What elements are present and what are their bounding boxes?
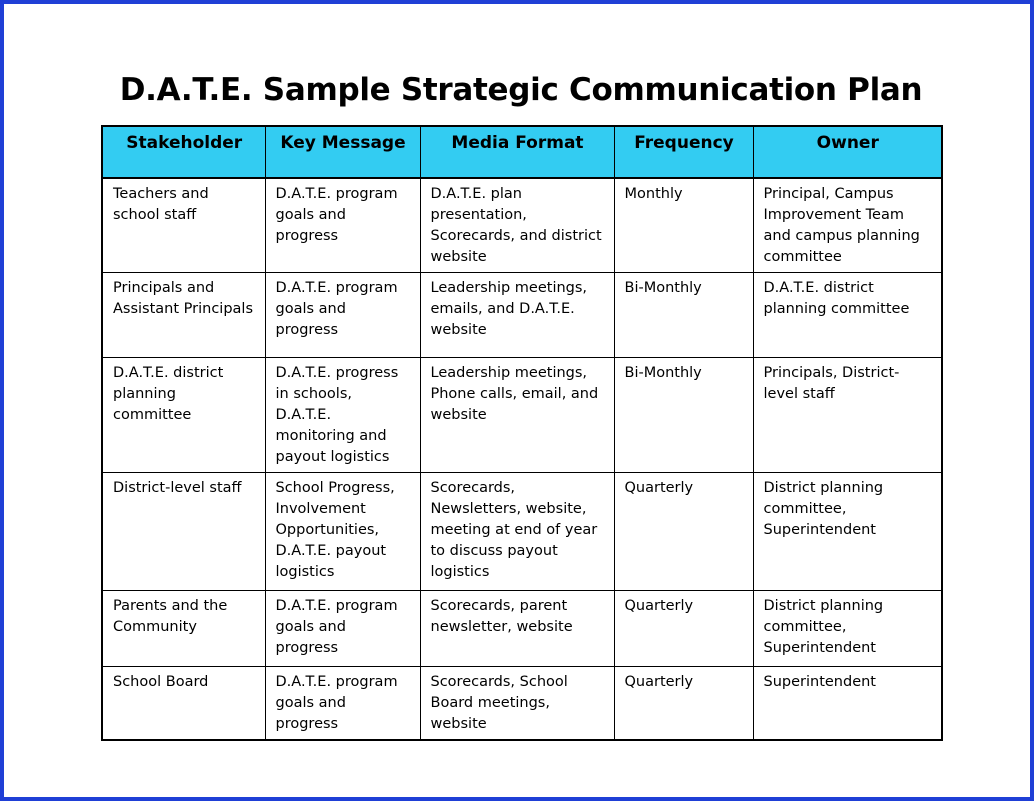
- cell-frequency: Quarterly: [614, 667, 753, 741]
- header-stakeholder: Stakeholder: [102, 126, 265, 178]
- cell-frequency: Bi-Monthly: [614, 358, 753, 473]
- cell-frequency: Monthly: [614, 178, 753, 273]
- cell-key-message: D.A.T.E. program goals and progress: [265, 273, 420, 358]
- cell-key-message: D.A.T.E. program goals and progress: [265, 591, 420, 667]
- header-frequency: Frequency: [614, 126, 753, 178]
- page-title: D.A.T.E. Sample Strategic Communication Plan: [119, 72, 923, 108]
- table-row: [102, 273, 942, 358]
- cell-media-format: Scorecards, School Board meetings, website: [420, 667, 614, 741]
- cell-stakeholder: Teachers and school staff: [102, 178, 265, 273]
- table-row: [102, 667, 942, 741]
- header-media-format: Media Format: [420, 126, 614, 178]
- cell-media-format: Leadership meetings, Phone calls, email, and website: [420, 358, 614, 473]
- cell-owner: Principal, Campus Improvement Team and campus planning committee: [753, 178, 942, 273]
- cell-owner: District planning committee, Superintendent: [753, 473, 942, 591]
- cell-stakeholder: D.A.T.E. district planning committee: [102, 358, 265, 473]
- table-row: [102, 178, 942, 273]
- cell-key-message: D.A.T.E. progress in schools, D.A.T.E. monitoring and payout logistics: [265, 358, 420, 473]
- header-owner: Owner: [753, 126, 942, 178]
- table-header-row: [102, 126, 942, 178]
- cell-stakeholder: Principals and Assistant Principals: [102, 273, 265, 358]
- cell-stakeholder: District-level staff: [102, 473, 265, 591]
- cell-owner: Principals, District- level staff: [753, 358, 942, 473]
- cell-frequency: Quarterly: [614, 473, 753, 591]
- table-row: [102, 473, 942, 591]
- communication-plan-table: [101, 125, 943, 741]
- cell-media-format: Scorecards, Newsletters, website, meeting at end of year to discuss payout logistics: [420, 473, 614, 591]
- table-row: [102, 358, 942, 473]
- cell-stakeholder: School Board: [102, 667, 265, 741]
- cell-frequency: Bi-Monthly: [614, 273, 753, 358]
- cell-media-format: Leadership meetings, emails, and D.A.T.E. website: [420, 273, 614, 358]
- cell-owner: D.A.T.E. district planning committee: [753, 273, 942, 358]
- cell-key-message: D.A.T.E. program goals and progress: [265, 667, 420, 741]
- cell-stakeholder: Parents and the Community: [102, 591, 265, 667]
- header-key-message: Key Message: [265, 126, 420, 178]
- cell-owner: District planning committee, Superintendent: [753, 591, 942, 667]
- cell-media-format: Scorecards, parent newsletter, website: [420, 591, 614, 667]
- cell-frequency: Quarterly: [614, 591, 753, 667]
- cell-media-format: D.A.T.E. plan presentation, Scorecards, and district website: [420, 178, 614, 273]
- cell-owner: Superintendent: [753, 667, 942, 741]
- cell-key-message: D.A.T.E. program goals and progress: [265, 178, 420, 273]
- table-row: [102, 591, 942, 667]
- cell-key-message: School Progress, Involvement Opportunities, D.A.T.E. payout logistics: [265, 473, 420, 591]
